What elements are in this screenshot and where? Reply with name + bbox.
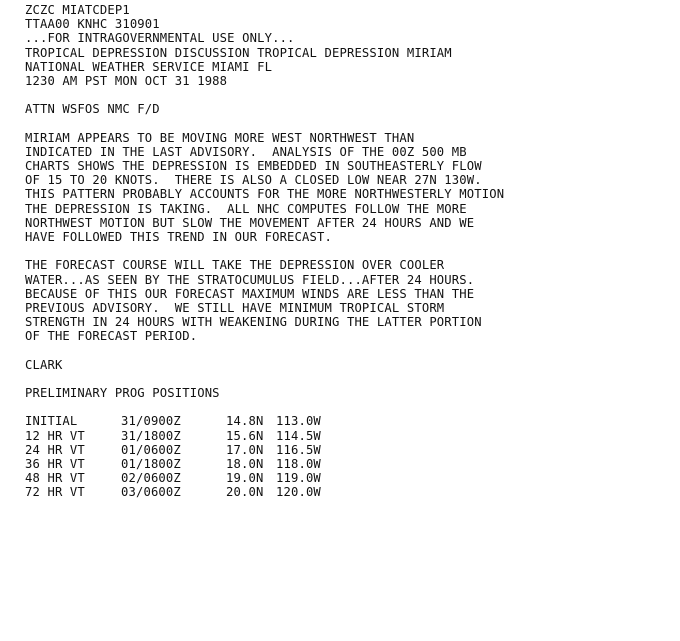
paragraph-line: MIRIAM APPEARS TO BE MOVING MORE WEST NORTHWEST THAN	[25, 130, 415, 145]
paragraph-line: CHARTS SHOWS THE DEPRESSION IS EMBEDDED IN SOUTHEASTERLY FLOW	[25, 159, 482, 174]
paragraph-line: THE FORECAST COURSE WILL TAKE THE DEPRESSION OVER COOLER	[25, 258, 445, 273]
paragraph-motion	[25, 131, 675, 245]
paragraph-line: NORTHWEST MOTION BUT SLOW THE MOVEMENT AFTER 24 HOURS AND WE	[25, 215, 475, 230]
paragraph-line: OF 15 TO 20 KNOTS. THERE IS ALSO A CLOSED LOW NEAR 27N 130W.	[25, 173, 482, 188]
prog-time: 02/0600Z	[121, 471, 181, 486]
prog-label: 12 HR VT	[25, 428, 85, 443]
prog-lat: 20.0N	[226, 485, 264, 500]
paragraph-line: THE DEPRESSION IS TAKING. ALL NHC COMPUTES FOLLOW THE MORE	[25, 201, 467, 216]
prog-time: 31/0900Z	[121, 414, 181, 429]
prog-lat: 15.6N	[226, 428, 264, 443]
prog-row	[25, 457, 675, 471]
prog-lat: 19.0N	[226, 471, 264, 486]
prog-lat: 14.8N	[226, 414, 264, 429]
discussion-document	[25, 3, 675, 500]
attention-line: ATTN WSFOS NMC F/D	[25, 102, 160, 117]
paragraph-line: BECAUSE OF THIS OUR FORECAST MAXIMUM WINDS ARE LESS THAN THE	[25, 286, 475, 301]
header-line: 1230 AM PST MON OCT 31 1988	[25, 73, 228, 88]
prog-time: 01/0600Z	[121, 442, 181, 457]
spacer	[25, 372, 675, 386]
paragraph-line: WATER...AS SEEN BY THE STRATOCUMULUS FIELD...AFTER 24 HOURS.	[25, 272, 475, 287]
spacer	[25, 344, 675, 358]
prog-label: 24 HR VT	[25, 442, 85, 457]
prog-lat: 18.0N	[226, 457, 264, 471]
prog-row	[25, 443, 675, 457]
header-line: TTAA00 KNHC 310901	[25, 17, 160, 32]
spacer	[25, 400, 675, 414]
prog-title: PRELIMINARY PROG POSITIONS	[25, 386, 220, 401]
bulletin-header	[25, 3, 675, 88]
prog-lon: 114.5W	[276, 428, 321, 443]
spacer	[25, 117, 675, 131]
header-line: ...FOR INTRAGOVERNMENTAL USE ONLY...	[25, 31, 295, 46]
prog-row	[25, 471, 675, 485]
header-line: NATIONAL WEATHER SERVICE MIAMI FL	[25, 59, 273, 74]
prog-time: 03/0600Z	[121, 485, 181, 500]
spacer	[25, 88, 675, 102]
prog-lon: 119.0W	[276, 471, 321, 486]
prog-lat: 17.0N	[226, 442, 264, 457]
paragraph-line: STRENGTH IN 24 HOURS WITH WEAKENING DURING THE LATTER PORTION	[25, 315, 482, 330]
prog-table	[25, 414, 675, 499]
spacer	[25, 244, 675, 258]
prog-row	[25, 429, 675, 443]
prog-lon: 118.0W	[276, 457, 321, 471]
forecaster-signature: CLARK	[25, 357, 63, 372]
paragraph-line: OF THE FORECAST PERIOD.	[25, 329, 198, 344]
prog-lon: 113.0W	[276, 414, 321, 429]
prog-lon: 116.5W	[276, 442, 321, 457]
prog-row	[25, 414, 675, 428]
prog-label: 48 HR VT	[25, 471, 85, 486]
prog-row	[25, 485, 675, 499]
paragraph-forecast	[25, 258, 675, 343]
paragraph-line: THIS PATTERN PROBABLY ACCOUNTS FOR THE MORE NORTHWESTERLY MOTION	[25, 187, 505, 202]
prog-label: 36 HR VT	[25, 457, 85, 471]
paragraph-line: INDICATED IN THE LAST ADVISORY. ANALYSIS OF THE 00Z 500 MB	[25, 144, 467, 159]
paragraph-line: HAVE FOLLOWED THIS TREND IN OUR FORECAST.	[25, 230, 332, 244]
prog-label: INITIAL	[25, 414, 78, 429]
prog-time: 01/1800Z	[121, 457, 181, 471]
prog-lon: 120.0W	[276, 485, 321, 500]
paragraph-line: PREVIOUS ADVISORY. WE STILL HAVE MINIMUM TROPICAL STORM	[25, 300, 445, 315]
header-line: ZCZC MIATCDEP1	[25, 3, 130, 17]
header-line: TROPICAL DEPRESSION DISCUSSION TROPICAL DEPRESSION MIRIAM	[25, 45, 452, 60]
prog-label: 72 HR VT	[25, 485, 85, 500]
prog-time: 31/1800Z	[121, 428, 181, 443]
